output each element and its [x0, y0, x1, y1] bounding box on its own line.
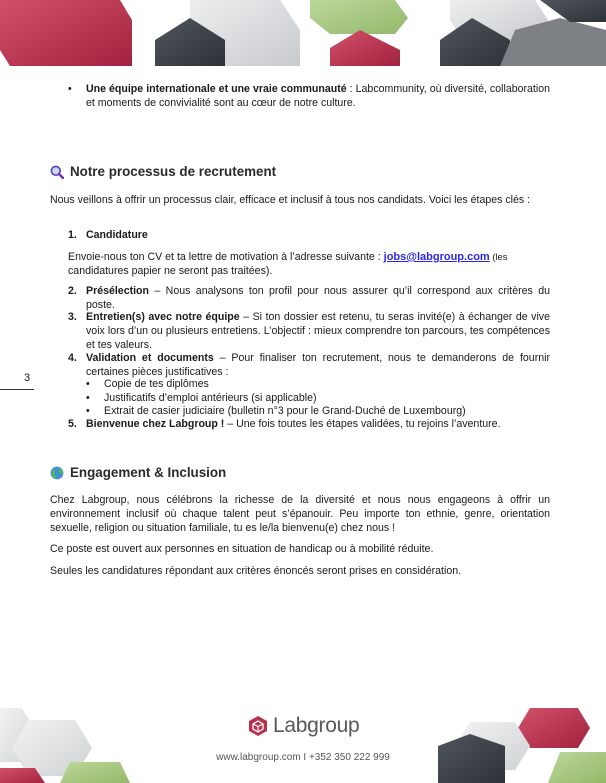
step-3: 3. Entretien(s) avec notre équipe – Si ton dossier est retenu, tu seras invité(e) à échanger de vive voix lors d’un ou plusieurs entretiens. L’objectif : mieux comprendre ton parcours, tes compétences et tes valeurs. — [68, 311, 550, 352]
step-5-title: Bienvenue chez Labgroup ! — [86, 418, 225, 430]
inclusion-paragraph-1: Chez Labgroup, nous célébrons la richesse de la diversité et nous nous engageons à offrir un environnement inclusif où chaque talent peut s’épanouir. Peu importe ton ethnie, genre, orientation sexuelle, religion ou situation familiale, tu es le/la bienvenu(e) chez nous ! — [50, 494, 550, 535]
step-5: 5. Bienvenue chez Labgroup ! – Une fois toutes les étapes validées, tu rejoins l’aventure. — [68, 418, 501, 430]
globe-icon — [50, 466, 64, 480]
hex-green-footer-left — [60, 762, 130, 783]
step-1: 1. Candidature — [68, 229, 148, 241]
recruitment-intro: Nous veillons à offrir un processus clair, efficace et inclusif à tous nos candidats. Voici les étapes clés : — [50, 194, 531, 206]
recruitment-section-title: Notre processus de recrutement — [50, 165, 276, 179]
step-2-title: Présélection — [86, 285, 150, 297]
inclusion-section-title: Engagement & Inclusion — [50, 466, 226, 480]
document-item: • Extrait de casier judiciaire (bulletin n°3 pour le Grand-Duché de Luxembourg) — [104, 404, 544, 418]
step-2: 2. Présélection – Nous analysons ton profil pour nous assurer qu’il correspond aux critères du poste. — [68, 285, 550, 312]
step-1-title: Candidature — [86, 229, 148, 241]
hex-green-top — [310, 0, 408, 34]
footer-contact: www.labgroup.com I +352 350 222 999 — [216, 752, 390, 763]
application-instructions: Envoie-nous ton CV et ta lettre de motivation à l’adresse suivante : jobs@labgroup.com (les candidatures papier ne seront pas traitées). — [68, 251, 508, 278]
hex-crimson-mid — [330, 30, 400, 66]
labgroup-cube-icon — [248, 715, 268, 737]
hex-crimson-left — [0, 0, 132, 66]
inclusion-paragraph-3: Seules les candidatures répondant aux critères énoncés seront prises en considération. — [50, 565, 462, 577]
step-4-title: Validation et documents — [86, 352, 214, 364]
document-item: • Justificatifs d’emploi antérieurs (si applicable) — [104, 391, 544, 405]
hex-charcoal-corner — [540, 0, 606, 22]
step-4: 4. Validation et documents – Pour finaliser ton recrutement, nous te demanderons de fournir certaines pièces justificatives : — [68, 352, 550, 379]
culture-bullet: • Une équipe internationale et une vraie communauté : Labcommunity, où diversité, collaboration et moments de convivialité sont au cœur de notre culture. — [68, 83, 550, 110]
magnifier-icon — [50, 165, 64, 179]
culture-bullet-title: Une équipe internationale et une vraie communauté — [86, 83, 347, 95]
email-link[interactable]: jobs@labgroup.com — [383, 251, 490, 263]
culture-bullet-text: : Labcommunity, où diversité, collaboration et moments de convivialité sont au cœur de notre culture. — [86, 83, 550, 110]
brand-name: Labgroup — [273, 714, 360, 737]
page-number-rule — [0, 389, 34, 390]
inclusion-paragraph-2: Ce poste est ouvert aux personnes en situation de handicap ou à mobilité réduite. — [50, 543, 434, 555]
footer-decoration — [0, 700, 606, 783]
page-number: 3 — [24, 372, 31, 384]
footer-hexagons — [0, 700, 606, 783]
document-item: • Copie de tes diplômes — [104, 377, 544, 391]
hex-crimson-footer-right — [518, 708, 590, 748]
step-3-title: Entretien(s) avec notre équipe — [86, 311, 240, 323]
header-hexagons — [0, 0, 606, 66]
header-decoration — [0, 0, 606, 66]
footer-logo — [248, 714, 359, 738]
